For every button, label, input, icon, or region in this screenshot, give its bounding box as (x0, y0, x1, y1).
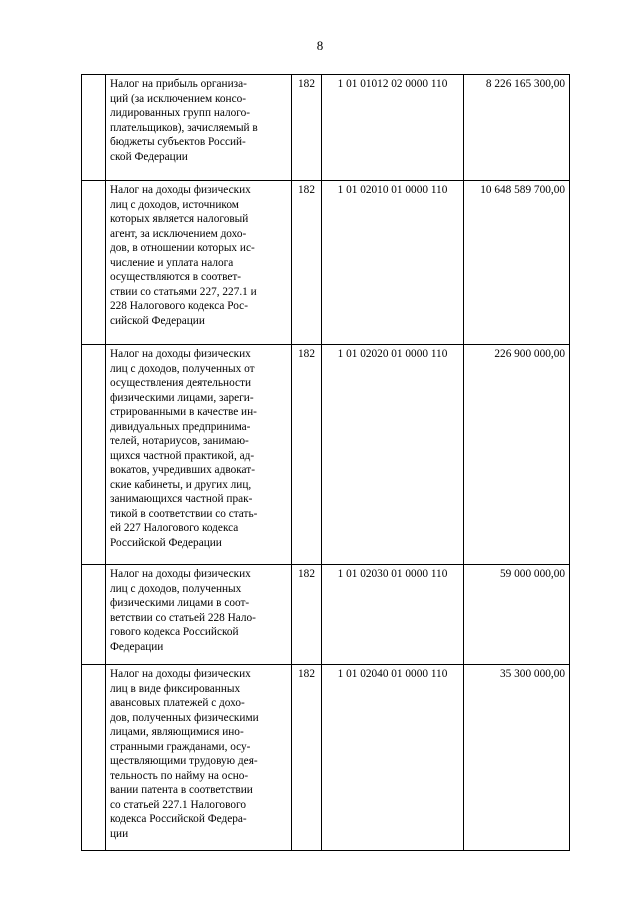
row-number-cell (82, 345, 106, 565)
page-number: 8 (316, 38, 324, 53)
revenue-table (81, 74, 570, 851)
administrator-code-cell: 182 (292, 345, 322, 565)
administrator-code-cell: 182 (292, 665, 322, 851)
amount-cell: 10 648 589 700,00 (464, 181, 570, 345)
budget-classification-code-cell: 1 01 02020 01 0000 110 (322, 345, 464, 565)
row-number-cell (82, 181, 106, 345)
revenue-name-cell: Налог на доходы физических лиц с доходов, источником которых является налоговый агент, за исключением дохо- дов, в отношении которых ис- числение и уплата налога осуществляются в соответ- ствии со статьями 227, 227.1 и 228 Налогового кодекса Рос- сийской Федерации (106, 181, 292, 345)
revenue-name-cell: Налог на доходы физических лиц с доходов, полученных от осуществления деятельности физическими лицами, зареги- стрированными в качестве ин- дивидуальных предпринима- телей, нотариусов, занимаю- щихся частной практикой, ад- вокатов, учредивших адвокат- ские кабинеты, и других лиц, занимающихся частной прак- тикой в соответствии со стать- ей 227 Налогового кодекса Российской Федерации (106, 345, 292, 565)
row-number-cell (82, 75, 106, 181)
budget-classification-code-cell: 1 01 01012 02 0000 110 (322, 75, 464, 181)
table-row (82, 345, 570, 565)
administrator-code-cell: 182 (292, 565, 322, 665)
amount-cell: 35 300 000,00 (464, 665, 570, 851)
budget-classification-code-cell: 1 01 02040 01 0000 110 (322, 665, 464, 851)
administrator-code-cell: 182 (292, 181, 322, 345)
amount-cell: 59 000 000,00 (464, 565, 570, 665)
table-row (82, 181, 570, 345)
revenue-name-cell: Налог на прибыль организа- ций (за исключением консо- лидированных групп налого- плательщиков), зачисляемый в бюджеты субъектов Россий- ской Федерации (106, 75, 292, 181)
amount-cell: 8 226 165 300,00 (464, 75, 570, 181)
revenue-name-cell: Налог на доходы физических лиц с доходов, полученных физическими лицами в соот- ветствии со статьей 228 Нало- гового кодекса Российской Федерации (106, 565, 292, 665)
budget-classification-code-cell: 1 01 02030 01 0000 110 (322, 565, 464, 665)
revenue-name-cell: Налог на доходы физических лиц в виде фиксированных авансовых платежей с дохо- дов, полученных физическими лицами, являющимися ино- странными гражданами, осу- ществляющими трудовую дея- тельность по найму на осно- вании патента в соответствии со статьей 227.1 Налогового кодекса Российской Федера- ции (106, 665, 292, 851)
row-number-cell (82, 565, 106, 665)
row-number-cell (82, 665, 106, 851)
amount-cell: 226 900 000,00 (464, 345, 570, 565)
budget-classification-code-cell: 1 01 02010 01 0000 110 (322, 181, 464, 345)
table-row (82, 565, 570, 665)
table-row (82, 75, 570, 181)
administrator-code-cell: 182 (292, 75, 322, 181)
table-row (82, 665, 570, 851)
